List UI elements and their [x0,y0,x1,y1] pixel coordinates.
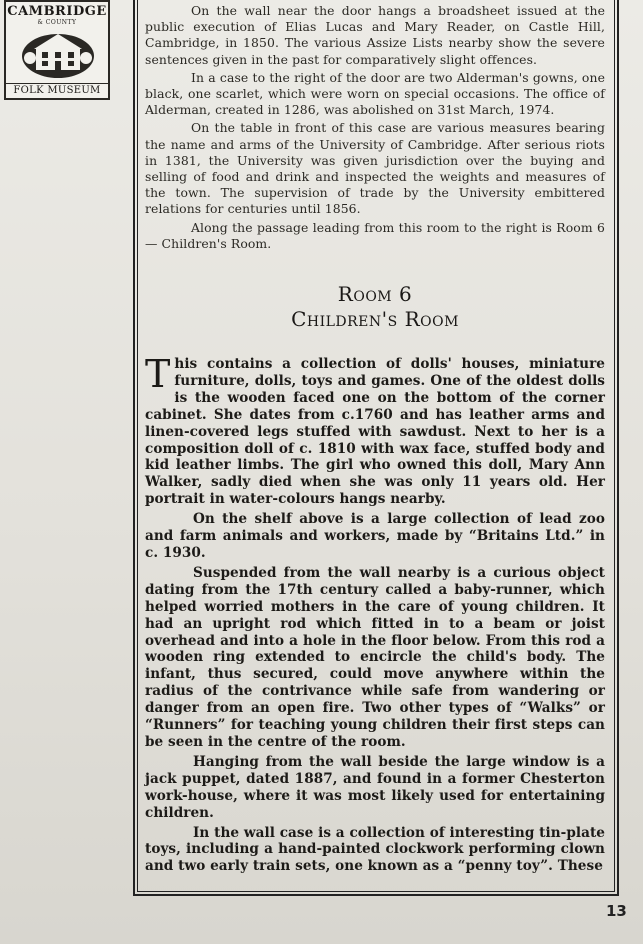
paragraph-collection-text: his contains a collection of dolls' houses, miniature furniture, dolls, toys and games. One of the oldest dolls is the wooden faced one on the bottom of the corner cabinet. She dates from c.1760 and has leather arms and linen-covered legs stuffed with sawdust. Next to her is a composition doll of c. 1810 with wax face, stuffed body and kid leather limbs. The girl who owned this doll, Mary Ann Walker, sadly died when she was only 11 years old. Her portrait in water-colours hangs nearby. [145,356,605,508]
logo-line-cambridge: CAMBRIDGE [7,4,107,19]
logo-line-county: & COUNTY [37,19,77,26]
paragraph-measures: On the table in front of this case are various measures bearing the name and arms of the University of Cambridge. After serious riots in 1381, the University was given jurisdiction over the buying and selling of food and drink and inspected the weights and measures of the town. The supervision of trade by the University embittered relations for centuries until 1856. [145,120,605,217]
section-text [145,352,605,875]
room-number: Room 6 [337,282,413,307]
page-number: 13 [606,902,627,920]
museum-building-icon [20,28,96,80]
paragraph-alderman-gowns: In a case to the right of the door are two Alderman's gowns, one black, one scarlet, which were worn on special occasions. The office of Alderman, created in 1286, was abolished on 31st March, 1974. [145,69,605,118]
intro-text [145,3,605,252]
paragraph-passage: Along the passage leading from this room to the right is Room 6 — Children's Room. [145,219,605,251]
paragraph-baby-runner: Suspended from the wall nearby is a curious object dating from the 17th century called a baby-runner, which helped worried mothers in the care of young children. It had an upright rod which fitted in to a beam or joist overhead and into a hole in the floor below. From this rod a wooden ring extended to encircle the child's body. The infant, thus secured, could move anywhere within the radius of the contrivance while safe from wandering or danger from an open fire. Two other types of “Walks” or “Runners” for teaching young children their first steps can be seen in the centre of the room. [145,564,605,750]
drop-cap: T [145,352,171,397]
paragraph-tin-plate-toys: In the wall case is a collection of interesting tin-plate toys, including a hand-painted clockwork performing clown and two early train sets, one known as a “penny toy”. These [145,824,605,875]
paragraph-lead-animals: On the shelf above is a large collection of lead zoo and farm animals and workers, made by “Britains Ltd.” in c. 1930. [145,511,605,562]
room-title: Children's Room [291,307,459,332]
logo-line-folk-museum: FOLK MUSEUM [6,83,108,96]
museum-logo [4,0,110,100]
section-heading [145,282,605,332]
paragraph-jack-puppet: Hanging from the wall beside the large window is a jack puppet, dated 1887, and found in a former Chesterton work-house, where it was most likely used for entertaining children. [145,753,605,821]
paragraph-broadsheet: On the wall near the door hangs a broadsheet issued at the public execution of Elias Lucas and Mary Reader, on Castle Hill, Cambridge, in 1850. The various Assize Lists nearby show the severe sentences given in the past for comparatively slight offences. [145,3,605,67]
page-content [145,3,605,878]
paragraph-collection [145,352,605,508]
